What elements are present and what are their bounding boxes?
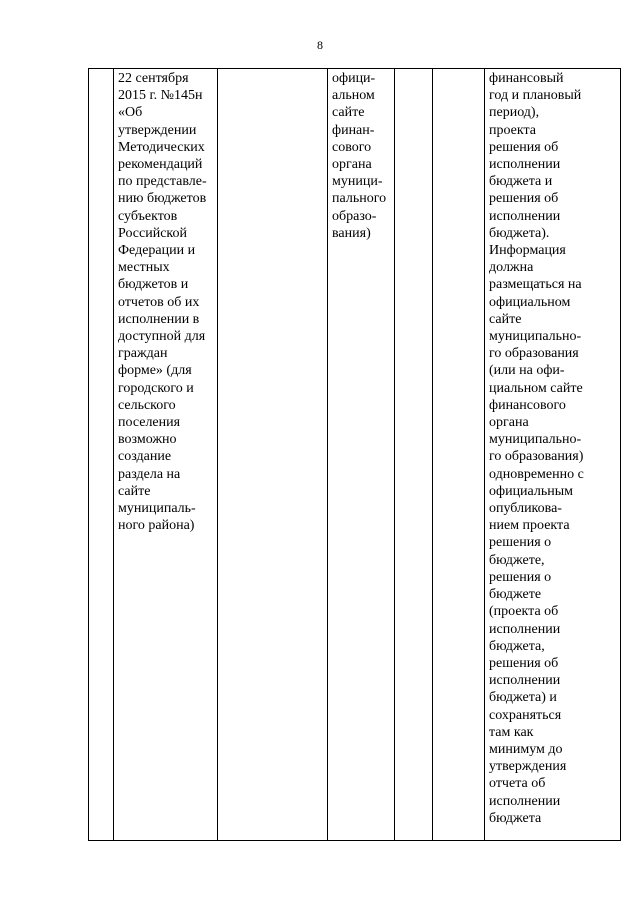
- table-cell-legal-act: 22 сентября 2015 г. №145н «Об утверждении Методических рекомендаций по представле- нию бюджетов субъектов Российской Федерации и местных бюджетов и отчетов об их исполнении в доступной для граждан форме» (для городского и сельского поселения возможно создание раздела на сайте муниципаль- ного района): [114, 69, 218, 841]
- page-number: 8: [317, 38, 323, 52]
- document-table: [88, 68, 621, 841]
- table-cell-empty-3: [218, 69, 328, 841]
- table-cell-number: [89, 69, 114, 841]
- table-cell-publication-terms: финансовый год и плановый период), проекта решения об исполнении бюджета и решения об исполнении бюджета). Информация должна размещаться на официальном сайте муниципально- го образования (или на офи- циальном сайте финансового органа муниципально- го образования) одновременно с официальным опубликова- нием проекта решения о бюджете, решения о бюджете (проекта об исполнении бюджета, решения об исполнении бюджета) и сохраняться там как минимум до утверждения отчета об исполнении бюджета: [485, 69, 621, 841]
- table-cell-empty-6: [433, 69, 485, 841]
- table-cell-publication-place: офици- альном сайте финан- сового органа муници- пального образо- вания): [328, 69, 395, 841]
- table-row: [89, 69, 621, 841]
- table-cell-empty-5: [395, 69, 433, 841]
